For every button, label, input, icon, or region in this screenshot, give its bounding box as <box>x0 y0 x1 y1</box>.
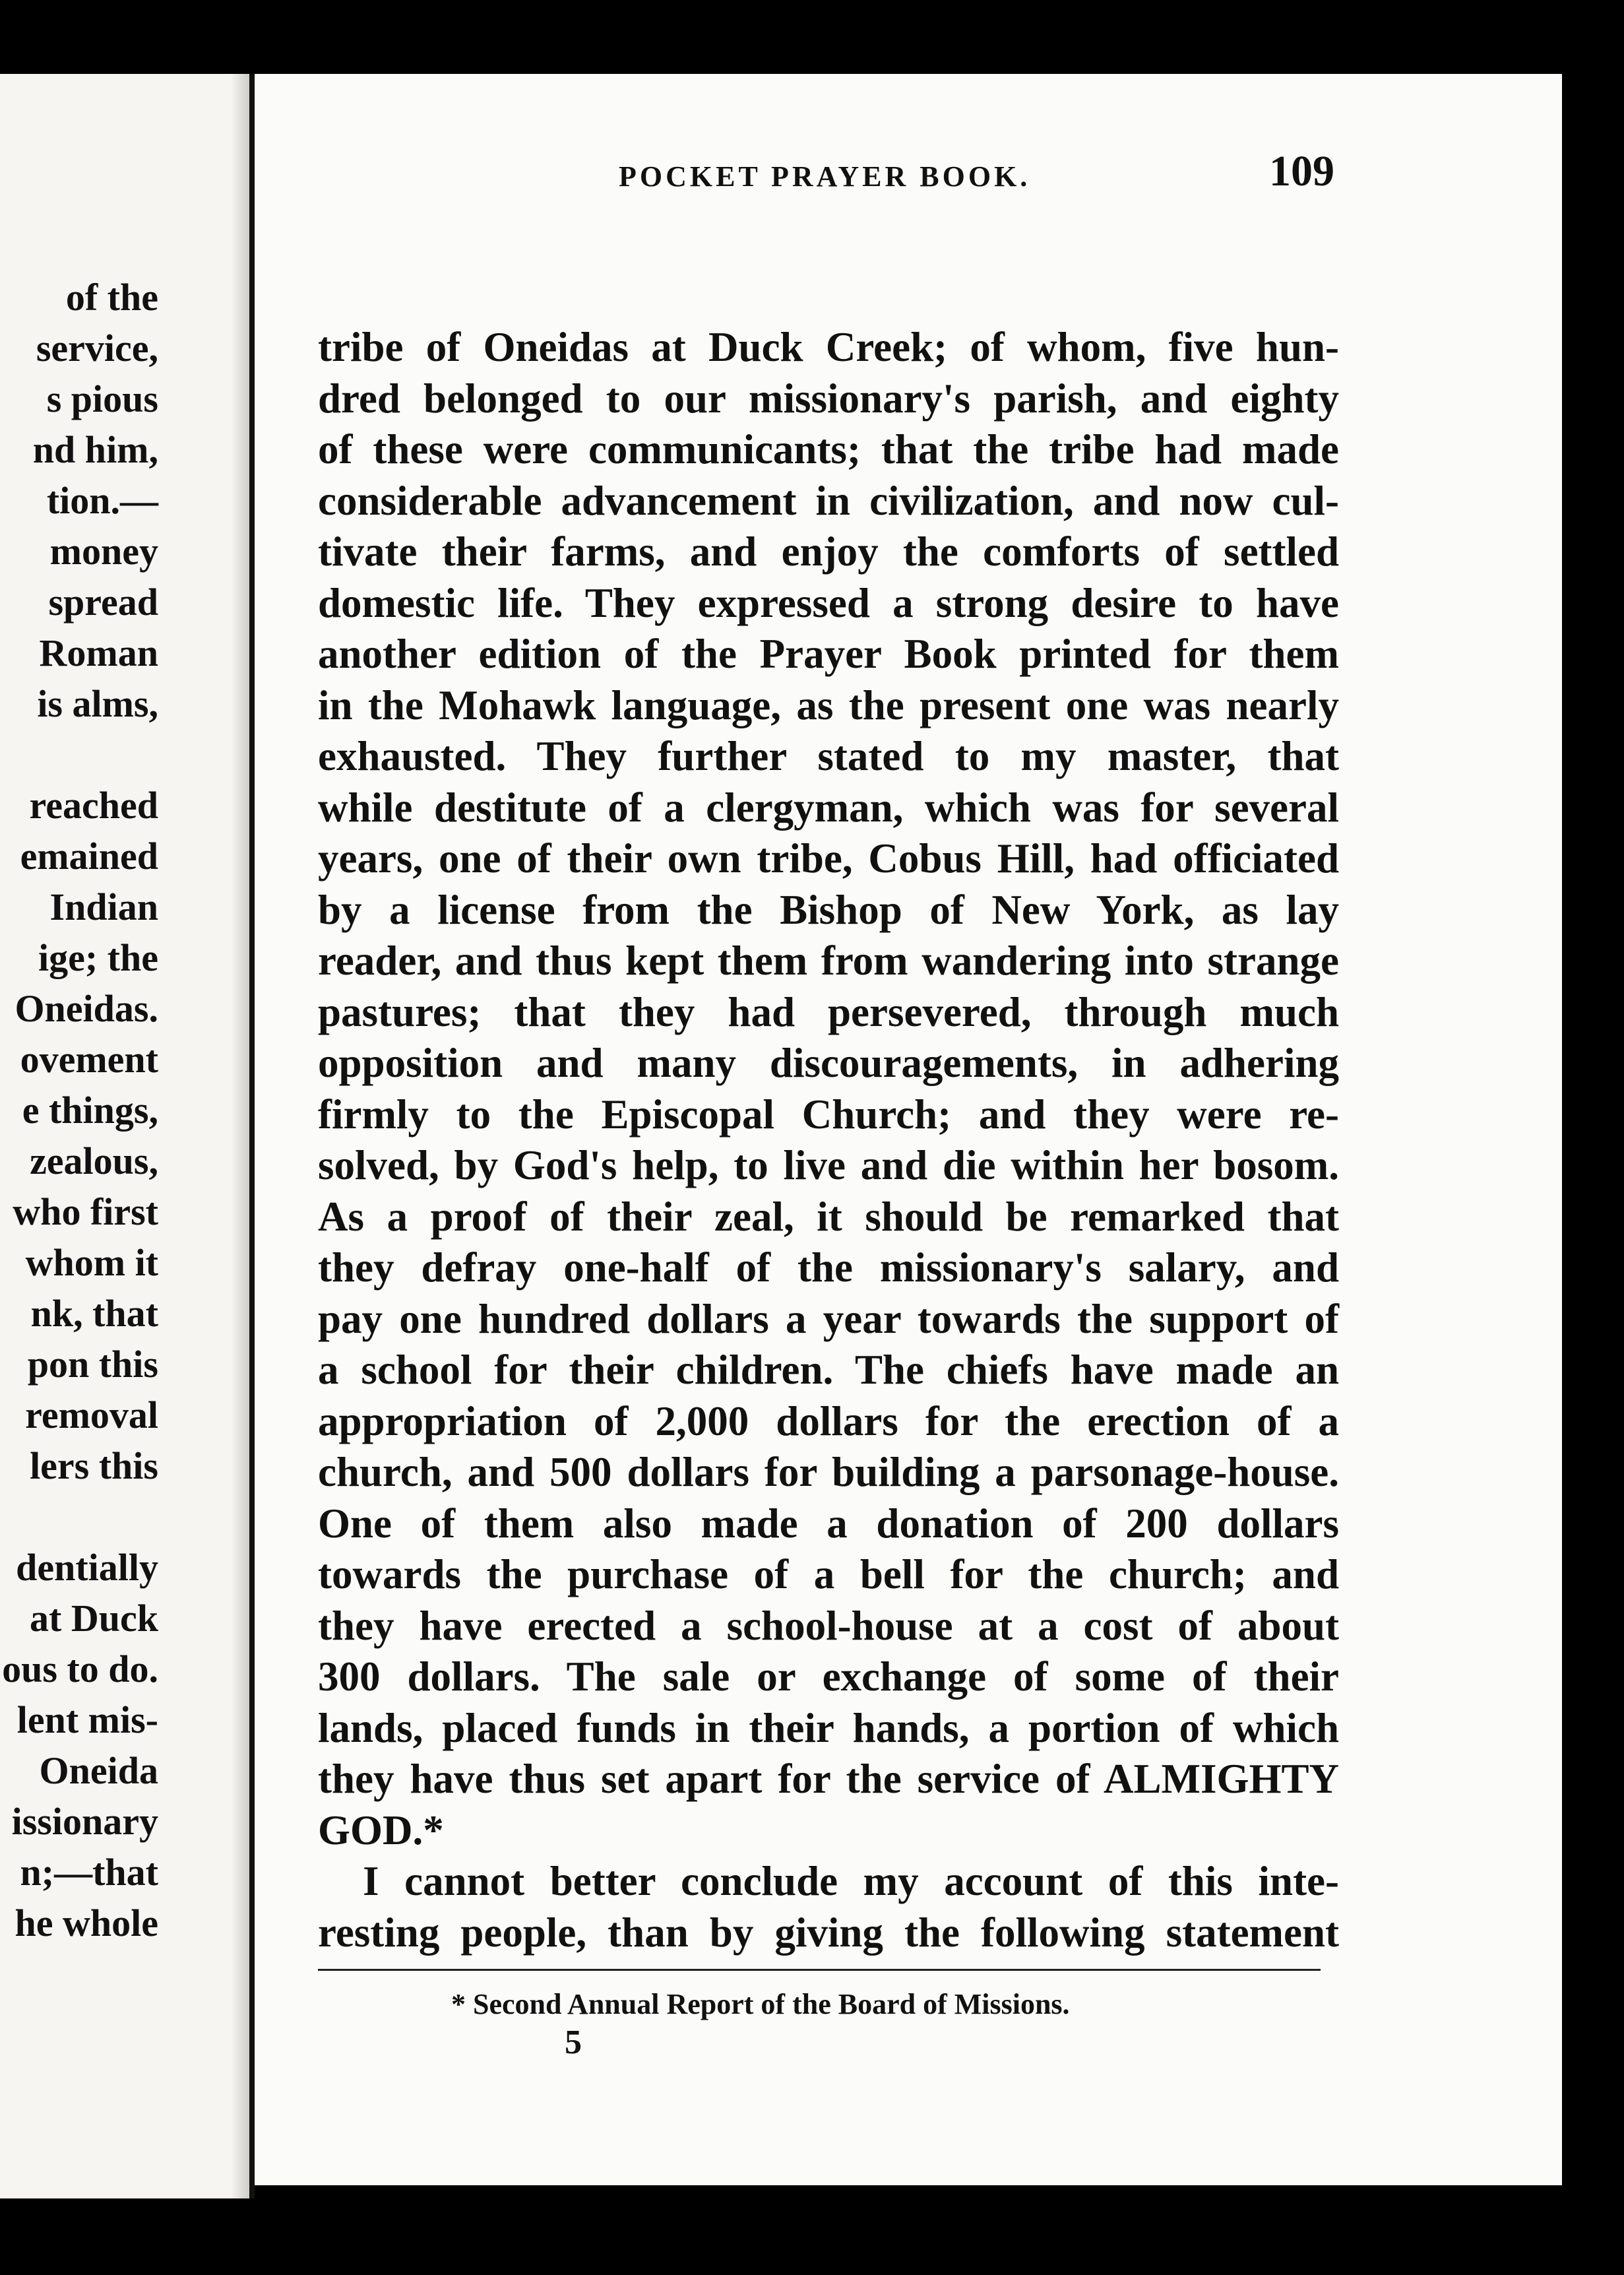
left-line: spread <box>48 581 158 624</box>
left-line: who first <box>13 1190 158 1233</box>
text-line: they defray one-half of the missionary's salary, and <box>318 1244 1339 1291</box>
text-line: considerable advancement in civilization, and now cul- <box>318 477 1339 524</box>
footnote: * Second Annual Report of the Board of Missions. <box>451 1988 1070 2020</box>
left-page-text <box>2 272 158 1948</box>
left-line: at Duck <box>30 1597 158 1640</box>
page-number: 109 <box>1269 147 1334 195</box>
left-line: nk, that <box>30 1292 158 1335</box>
left-page <box>0 74 249 2198</box>
text-line: resting people, than by giving the following statement <box>318 1909 1339 1956</box>
left-line: emained <box>20 835 158 878</box>
text-line: pay one hundred dollars a year towards the support of <box>318 1295 1339 1342</box>
left-line: reached <box>29 784 158 827</box>
text-line: they have thus set apart for the service of ALMIGHTY <box>318 1756 1339 1802</box>
left-line: removal <box>25 1394 158 1436</box>
left-line: ovement <box>20 1038 158 1081</box>
page-fold-shadow <box>231 74 249 2198</box>
left-line: Roman <box>39 631 158 674</box>
text-line: GOD.* <box>318 1807 444 1853</box>
signature-mark: 5 <box>565 2024 582 2061</box>
text-line: reader, and thus kept them from wandering into strange <box>318 938 1339 984</box>
text-line: appropriation of 2,000 dollars for the erection of a <box>318 1397 1339 1444</box>
text-line: church, and 500 dollars for building a parsonage-house. <box>318 1449 1339 1495</box>
text-line: years, one of their own tribe, Cobus Hill, had officiated <box>318 835 1339 881</box>
left-line: lent mis- <box>16 1698 158 1741</box>
text-line: opposition and many discouragements, in adhering <box>318 1040 1339 1086</box>
left-line: money <box>49 530 158 573</box>
body-text <box>318 322 1339 1958</box>
running-head: POCKET PRAYER BOOK. <box>619 160 1031 193</box>
left-line: e things, <box>22 1089 158 1132</box>
left-line: of the <box>65 276 158 319</box>
left-line: Indian <box>49 885 158 928</box>
text-line: lands, placed funds in their hands, a portion of which <box>318 1704 1339 1751</box>
text-line: exhausted. They further stated to my master, that <box>318 733 1339 779</box>
text-line: in the Mohawk language, as the present one was nearly <box>318 682 1339 728</box>
left-line <box>2 729 158 780</box>
left-line: zealous, <box>30 1139 158 1182</box>
text-line: of these were communicants; that the tribe had made <box>318 426 1339 472</box>
text-line: 300 dollars. The sale or exchange of some of their <box>318 1653 1339 1700</box>
text-line: a school for their children. The chiefs have made an <box>318 1347 1339 1393</box>
left-line: is alms, <box>37 682 158 725</box>
left-line: n;—that <box>20 1851 158 1894</box>
left-line: whom it <box>25 1241 158 1284</box>
left-line: Oneidas. <box>15 987 158 1030</box>
text-line: pastures; that they had persevered, through much <box>318 988 1339 1035</box>
text-line: by a license from the Bishop of New York, as lay <box>318 886 1339 933</box>
left-line: issionary <box>11 1800 158 1843</box>
left-line: Oneida <box>39 1749 158 1792</box>
left-line: he whole <box>15 1902 158 1944</box>
left-line: pon this <box>27 1343 158 1386</box>
left-line: service, <box>36 327 158 369</box>
left-line: s pious <box>46 377 158 420</box>
left-line: ous to do. <box>2 1648 158 1690</box>
text-line: they have erected a school-house at a cost of about <box>318 1602 1339 1649</box>
left-line: lers this <box>30 1444 158 1487</box>
text-line: I cannot better conclude my account of this inte- <box>363 1858 1339 1904</box>
text-line: One of them also made a donation of 200 dollars <box>318 1500 1339 1547</box>
text-line: firmly to the Episcopal Church; and they were re- <box>318 1091 1339 1138</box>
left-line: ige; the <box>38 936 158 979</box>
left-line: nd him, <box>32 428 158 471</box>
text-line: tivate their farms, and enjoy the comforts of settled <box>318 529 1339 575</box>
text-line: tribe of Oneidas at Duck Creek; of whom, five hun- <box>318 324 1339 370</box>
text-line: towards the purchase of a bell for the church; and <box>318 1551 1339 1597</box>
text-line: while destitute of a clergyman, which was for several <box>318 784 1339 831</box>
text-line: As a proof of their zeal, it should be remarked that <box>318 1193 1339 1240</box>
left-line <box>2 1491 158 1542</box>
book-gutter <box>249 74 255 2198</box>
left-line: tion.— <box>46 479 158 522</box>
text-line: domestic life. They expressed a strong desire to have <box>318 579 1339 626</box>
text-line: another edition of the Prayer Book printed for them <box>318 631 1339 677</box>
text-line: dred belonged to our missionary's parish, and eighty <box>318 375 1339 422</box>
text-line: solved, by God's help, to live and die within her bosom. <box>318 1142 1339 1188</box>
footnote-rule <box>318 1969 1321 1971</box>
left-line: dentially <box>16 1546 158 1589</box>
